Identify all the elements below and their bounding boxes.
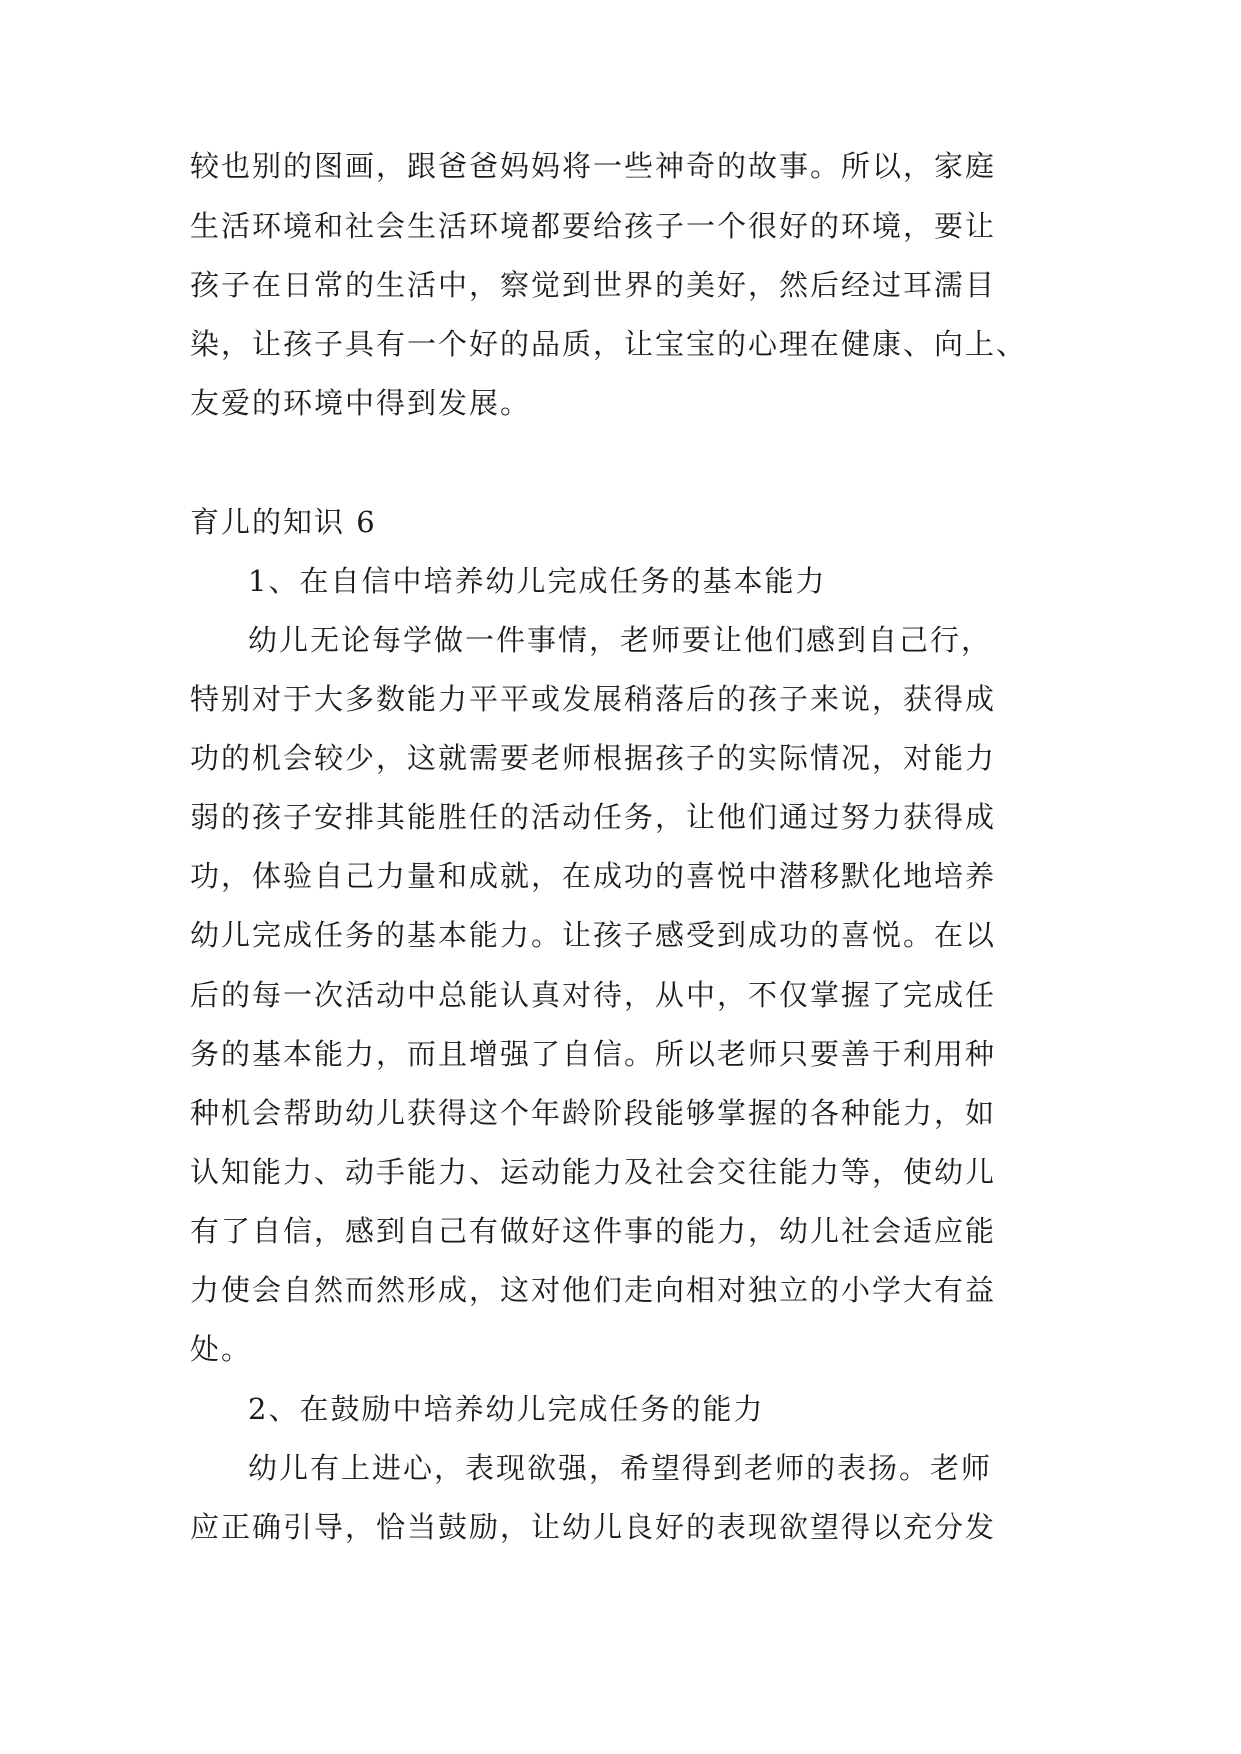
paragraph-line: 生活环境和社会生活环境都要给孩子一个很好的环境，要让 (190, 209, 997, 243)
paragraph-line: 孩子在日常的生活中，察觉到世界的美好，然后经过耳濡目 (190, 268, 997, 302)
paragraph-line: 认知能力、动手能力、运动能力及社会交往能力等，使幼儿 (190, 1155, 997, 1189)
paragraph-line: 弱的孩子安排其能胜任的活动任务，让他们通过努力获得成 (190, 800, 997, 834)
paragraph-line: 幼儿有上进心，表现欲强，希望得到老师的表扬。老师 (248, 1451, 993, 1485)
paragraph-line: 较也别的图画，跟爸爸妈妈将一些神奇的故事。所以，家庭 (190, 149, 997, 183)
section-title: 育儿的知识 6 (190, 505, 377, 539)
paragraph-line: 处。 (190, 1332, 253, 1366)
paragraph-line: 务的基本能力，而且增强了自信。所以老师只要善于利用种 (190, 1037, 997, 1071)
paragraph-line: 友爱的环境中得到发展。 (190, 386, 532, 420)
paragraph-line: 幼儿完成任务的基本能力。让孩子感受到成功的喜悦。在以 (190, 918, 997, 952)
paragraph-line: 特别对于大多数能力平平或发展稍落后的孩子来说，获得成 (190, 682, 997, 716)
paragraph-line: 种机会帮助幼儿获得这个年龄阶段能够掌握的各种能力，如 (190, 1096, 997, 1130)
paragraph-line: 功，体验自己力量和成就，在成功的喜悦中潜移默化地培养 (190, 859, 997, 893)
paragraph-line: 染，让孩子具有一个好的品质，让宝宝的心理在健康、向上、 (190, 327, 1028, 361)
paragraph-line: 力使会自然而然形成，这对他们走向相对独立的小学大有益 (190, 1273, 997, 1307)
paragraph-line: 功的机会较少，这就需要老师根据孩子的实际情况，对能力 (190, 741, 997, 775)
paragraph-line: 幼儿无论每学做一件事情，老师要让他们感到自己行， (248, 623, 993, 657)
subsection-heading: 2、在鼓励中培养幼儿完成任务的能力 (248, 1392, 765, 1426)
paragraph-line: 有了自信，感到自己有做好这件事的能力，幼儿社会适应能 (190, 1214, 997, 1248)
subsection-heading: 1、在自信中培养幼儿完成任务的基本能力 (248, 564, 827, 598)
paragraph-line: 后的每一次活动中总能认真对待，从中，不仅掌握了完成任 (190, 978, 997, 1012)
paragraph-line: 应正确引导，恰当鼓励，让幼儿良好的表现欲望得以充分发 (190, 1510, 997, 1544)
